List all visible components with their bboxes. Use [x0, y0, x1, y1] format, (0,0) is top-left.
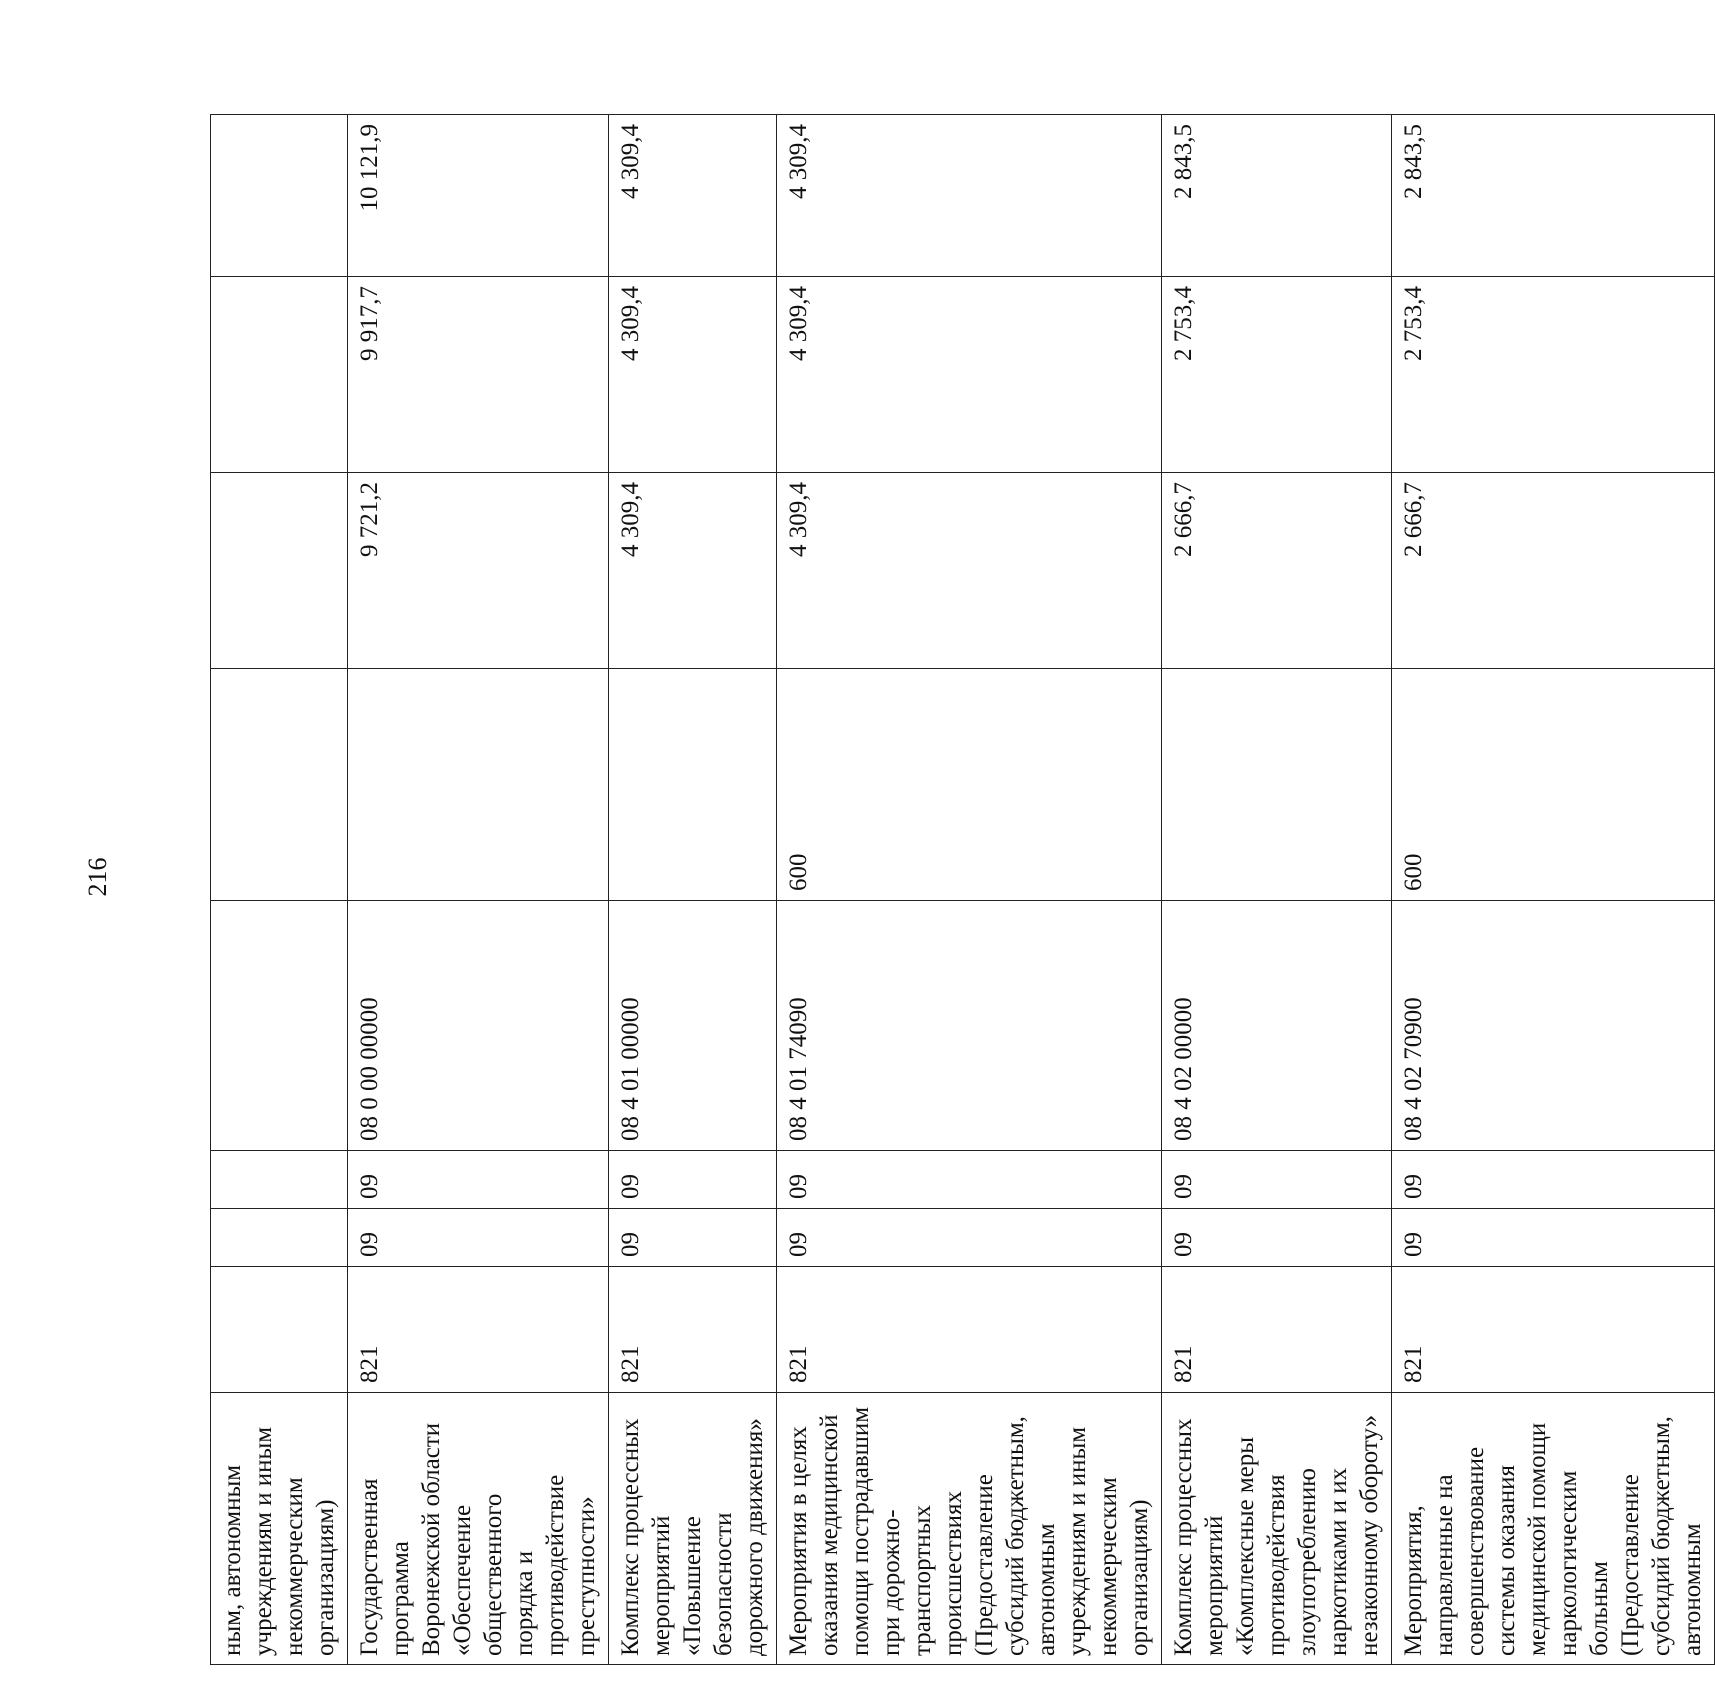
cell-rz: 09 [1162, 1209, 1392, 1267]
cell-name: Комплекс процессных мероприятий «Повышение безопасности дорожного движения» [609, 1393, 777, 1665]
cell-vr: 600 [1392, 669, 1715, 901]
cell-rz: 09 [609, 1209, 777, 1267]
cell-csr [211, 901, 348, 1151]
cell-csr: 08 4 01 74090 [777, 901, 1162, 1151]
cell-sum-2027 [211, 115, 348, 277]
cell-csr: 08 0 00 00000 [348, 901, 609, 1151]
cell-sum-2026: 2 753,4 [1162, 277, 1392, 473]
cell-sum-2026: 4 309,4 [777, 277, 1162, 473]
table-row [609, 115, 777, 1665]
cell-name: Мероприятия, направленные на совершенствование системы оказания медицинской помощи наркологическим больным (Предоставление субсидий бюджетным, автономным [1392, 1393, 1715, 1665]
cell-sum-2027: 4 309,4 [777, 115, 1162, 277]
cell-name: ным, автономным учреждениям и иным некоммерческим организациям) [211, 1393, 348, 1665]
cell-pr: 09 [348, 1151, 609, 1209]
page-number: 216 [83, 857, 112, 897]
cell-grbs: 821 [777, 1267, 1162, 1393]
cell-sum-2026 [211, 277, 348, 473]
cell-sum-2025 [211, 473, 348, 669]
cell-name: Комплекс процессных мероприятий «Комплексные меры противодействия злоупотреблению наркотиками и их незаконному обороту» [1162, 1393, 1392, 1665]
cell-grbs: 821 [1162, 1267, 1392, 1393]
budget-table [210, 114, 1715, 1665]
cell-sum-2026: 2 753,4 [1392, 277, 1715, 473]
cell-vr [211, 669, 348, 901]
cell-grbs: 821 [348, 1267, 609, 1393]
cell-csr: 08 4 01 00000 [609, 901, 777, 1151]
cell-csr: 08 4 02 70900 [1392, 901, 1715, 1151]
cell-pr: 09 [1392, 1151, 1715, 1209]
cell-vr: 600 [777, 669, 1162, 901]
cell-pr: 09 [777, 1151, 1162, 1209]
cell-vr [348, 669, 609, 901]
cell-sum-2027: 2 843,5 [1392, 115, 1715, 277]
cell-name: Мероприятия в целях оказания медицинской помощи пострадавшим при дорожно-транспортных происшествиях (Предоставление субсидий бюджетным, автономным учреждениям и иным некоммерческим организациям) [777, 1393, 1162, 1665]
table-row [211, 115, 348, 1665]
cell-sum-2027: 10 121,9 [348, 115, 609, 277]
cell-rz: 09 [348, 1209, 609, 1267]
cell-csr: 08 4 02 00000 [1162, 901, 1392, 1151]
cell-grbs: 821 [1392, 1267, 1715, 1393]
cell-vr [1162, 669, 1392, 901]
cell-sum-2026: 9 917,7 [348, 277, 609, 473]
cell-rz: 09 [1392, 1209, 1715, 1267]
cell-sum-2026: 4 309,4 [609, 277, 777, 473]
cell-vr [609, 669, 777, 901]
table-row [1162, 115, 1392, 1665]
cell-name: Государственная программа Воронежской области «Обеспечение общественного порядка и противодействие преступности» [348, 1393, 609, 1665]
table-body [211, 115, 1715, 1665]
table-row [1392, 115, 1715, 1665]
cell-sum-2027: 4 309,4 [609, 115, 777, 277]
cell-sum-2025: 9 721,2 [348, 473, 609, 669]
cell-sum-2025: 2 666,7 [1162, 473, 1392, 669]
cell-rz [211, 1209, 348, 1267]
table-row [777, 115, 1162, 1665]
cell-pr: 09 [609, 1151, 777, 1209]
cell-sum-2025: 4 309,4 [609, 473, 777, 669]
table-row [348, 115, 609, 1665]
cell-pr: 09 [1162, 1151, 1392, 1209]
cell-sum-2027: 2 843,5 [1162, 115, 1392, 277]
cell-grbs: 821 [609, 1267, 777, 1393]
cell-sum-2025: 2 666,7 [1392, 473, 1715, 669]
cell-sum-2025: 4 309,4 [777, 473, 1162, 669]
cell-grbs [211, 1267, 348, 1393]
rotated-table-wrapper [210, 115, 1706, 1665]
cell-rz: 09 [777, 1209, 1162, 1267]
cell-pr [211, 1151, 348, 1209]
